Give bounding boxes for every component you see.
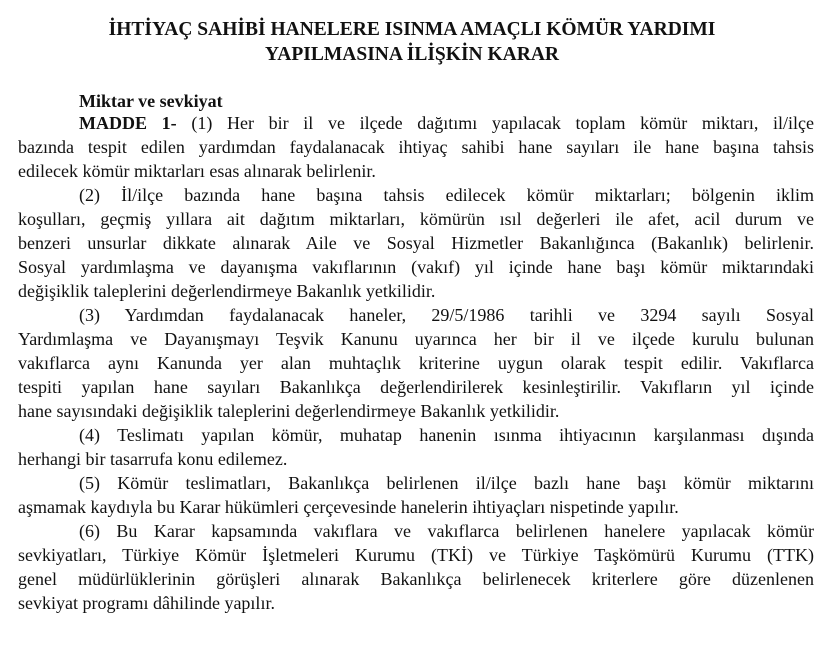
paragraph-line: sevkiyat programı dâhilinde yapılır.	[18, 593, 275, 613]
paragraph-line: (6) Bu Karar kapsamında vakıflara ve vakıflarca belirlenen hanelere yapılacak kömür	[79, 521, 814, 541]
paragraph-line: aşmamak kaydıyla bu Karar hükümleri çerçevesinde hanelerin ihtiyaçları nispetinde yapılır.	[18, 497, 679, 517]
paragraph-line: bazında tespit edilen yardımdan faydalanacak ihtiyaç sahibi hane sayıları ile hane başına tahsis	[18, 137, 814, 157]
paragraph-line: (3) Yardımdan faydalanacak haneler, 29/5/1986 tarihli ve 3294 sayılı Sosyal	[79, 305, 814, 325]
paragraph-line: Yardımlaşma ve Dayanışmayı Teşvik Kanunu uyarınca her bir il ve ilçede kurulu bulunan	[18, 329, 814, 349]
article-label: MADDE 1-	[79, 113, 177, 133]
section-heading: Miktar ve sevkiyat	[79, 91, 223, 111]
paragraph-line: edilecek kömür miktarları esas alınarak belirlenir.	[18, 161, 376, 181]
paragraph-line: hane sayısındaki değişiklik taleplerini değerlendirmeye Bakanlık yetkilidir.	[18, 401, 560, 421]
article-first-line	[79, 112, 814, 134]
paragraph-line: (5) Kömür teslimatları, Bakanlıkça belirlenen il/ilçe bazlı hane başı kömür miktarını	[79, 473, 814, 493]
paragraph-line: genel müdürlüklerinin görüşleri alınarak Bakanlıkça belirlenecek kriterlere göre düzenlenen	[18, 569, 814, 589]
paragraph-line: değişiklik taleplerini değerlendirmeye Bakanlık yetkilidir.	[18, 281, 436, 301]
paragraph-line: tespiti yapılan hane sayıları Bakanlıkça değerlendirilerek kesinleştirilir. Vakıfların yıl içinde	[18, 377, 814, 397]
paragraph-line: vakıflarca aynı Kanunda yer alan muhtaçlık kriterine uygun olarak tespit edilir. Vakıflarca	[18, 353, 814, 373]
document-title-line-2: YAPILMASINA İLİŞKİN KARAR	[264, 44, 559, 65]
paragraph-line: sevkiyatları, Türkiye Kömür İşletmeleri Kurumu (TKİ) ve Türkiye Taşkömürü Kurumu (TTK)	[18, 545, 814, 565]
paragraph-line: (1) Her bir il ve ilçede dağıtımı yapılacak toplam kömür miktarı, il/ilçe	[176, 113, 814, 133]
paragraph-line: (4) Teslimatı yapılan kömür, muhatap hanenin ısınma ihtiyacının karşılanması dışında	[79, 425, 814, 445]
paragraph-line: herhangi bir tasarrufa konu edilemez.	[18, 449, 288, 469]
document-title-line-1: İHTİYAÇ SAHİBİ HANELERE ISINMA AMAÇLI KÖMÜR YARDIMI	[108, 19, 716, 40]
paragraph-line: Sosyal yardımlaşma ve dayanışma vakıflarının (vakıf) yıl içinde hane başı kömür miktarındaki	[18, 257, 814, 277]
paragraph-line: koşulları, geçmiş yıllara ait dağıtım miktarları, kömürün ısıl değerleri ile afet, acil durum ve	[18, 209, 814, 229]
paragraph-line: (2) İl/ilçe bazında hane başına tahsis edilecek kömür miktarları; bölgenin iklim	[79, 185, 814, 205]
paragraph-line: benzeri unsurlar dikkate alınarak Aile ve Sosyal Hizmetler Bakanlığınca (Bakanlık) belirlenir.	[18, 233, 814, 253]
